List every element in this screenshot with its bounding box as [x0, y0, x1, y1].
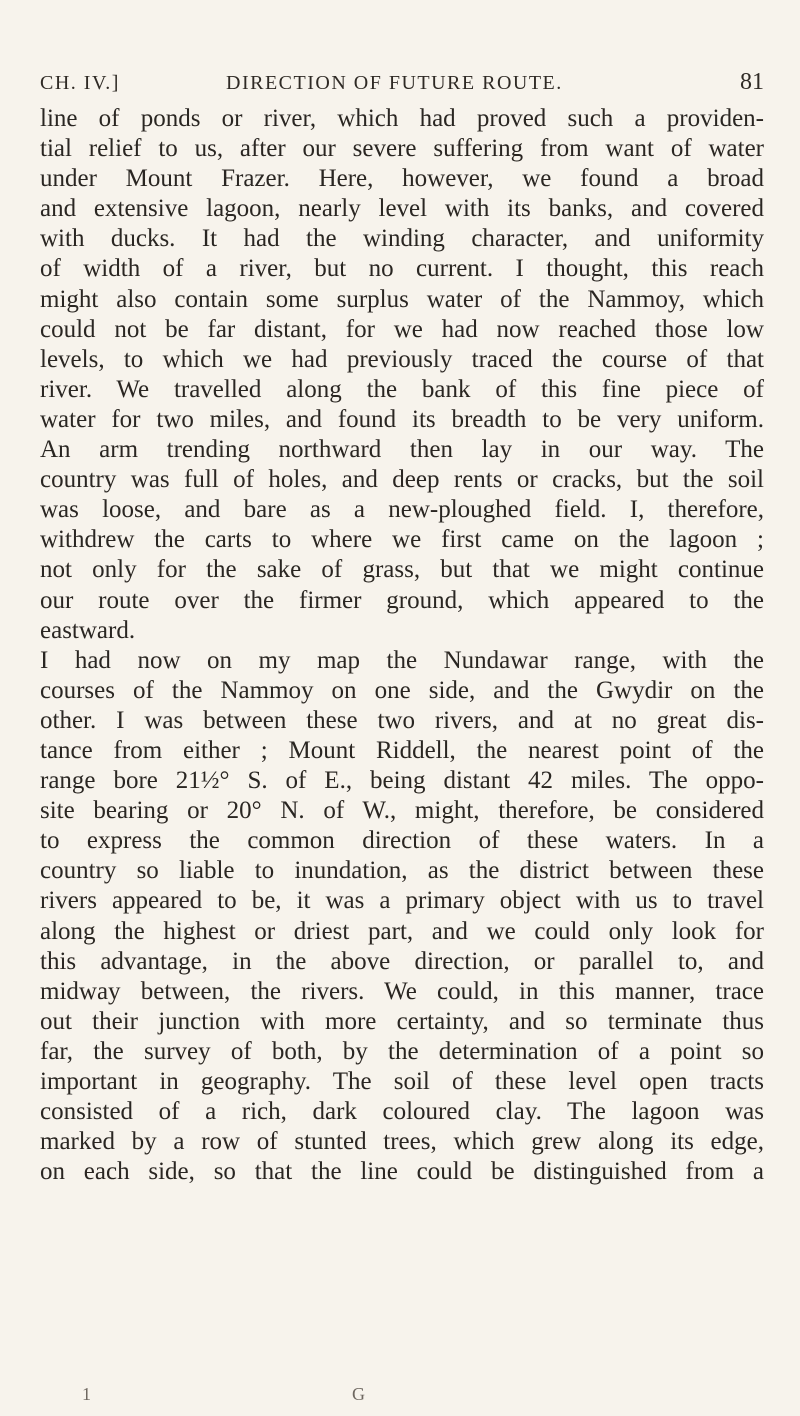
- text-line: courses of the Nammoy on one side, and the Gwydir on the: [40, 676, 764, 704]
- text-line: along the highest or driest part, and we could only look for: [40, 917, 764, 945]
- text-line: under Mount Frazer. Here, however, we found a broad: [40, 165, 764, 193]
- text-line: consisted of a rich, dark coloured clay. The lagoon was: [40, 1098, 764, 1126]
- signature-letter: G: [352, 1384, 365, 1404]
- text-line: line of ponds or river, which had proved such a providen-: [40, 105, 764, 132]
- signature-mark: 1: [82, 1384, 91, 1404]
- page-number: 81: [740, 69, 764, 95]
- text-line: site bearing or 20° N. of W., might, therefore, be considered: [40, 797, 764, 825]
- text-line: out their junction with more certainty, and so terminate thus: [40, 1007, 764, 1035]
- text-line: range bore 21½° S. of E., being distant 42 miles. The oppo-: [40, 767, 764, 795]
- text-line: important in geography. The soil of these level open tracts: [40, 1068, 764, 1095]
- text-line: might also contain some surplus water of the Nammoy, which: [40, 285, 764, 313]
- text-line: water for two miles, and found its breadth to be very uniform.: [40, 405, 764, 433]
- text-line: with ducks. It had the winding character, and uniformity: [40, 225, 764, 253]
- text-line: could not be far distant, for we had now reached those low: [40, 315, 764, 343]
- text-line: and extensive lagoon, nearly level with its banks, and covered: [40, 195, 764, 223]
- text-line: midway between, the rivers. We could, in this manner, trace: [40, 977, 764, 1005]
- text-line: country so liable to inundation, as the district between these: [40, 857, 764, 885]
- text-line: tial relief to us, after our severe suffering from want of water: [40, 135, 764, 163]
- text-line: levels, to which we had previously traced the course of that: [40, 345, 764, 373]
- text-line: was loose, and bare as a new-ploughed field. I, therefore,: [40, 496, 764, 524]
- body-text: [40, 104, 764, 1187]
- text-line: not only for the sake of grass, but that we might continue: [40, 556, 764, 584]
- running-title: DIRECTION OF FUTURE ROUTE.: [226, 72, 563, 94]
- text-line: of width of a river, but no current. I thought, this reach: [40, 255, 764, 283]
- paragraph-end-line: eastward.: [40, 616, 136, 644]
- chapter-label: CH. IV.]: [40, 72, 120, 94]
- text-line: An arm trending northward then lay in our way. The: [40, 436, 764, 464]
- text-line: rivers appeared to be, it was a primary object with us to travel: [40, 887, 764, 915]
- text-line: tance from either ; Mount Riddell, the nearest point of the: [40, 736, 764, 764]
- text-line: our route over the firmer ground, which appeared to the: [40, 586, 764, 614]
- text-line: on each side, so that the line could be distinguished from a: [40, 1158, 764, 1186]
- text-line: withdrew the carts to where we first came on the lagoon ;: [40, 526, 764, 554]
- running-head: [40, 69, 764, 102]
- text-line: far, the survey of both, by the determination of a point so: [40, 1037, 764, 1065]
- text-line: to express the common direction of these waters. In a: [40, 827, 764, 855]
- text-line: this advantage, in the above direction, or parallel to, and: [40, 947, 764, 975]
- text-line: other. I was between these two rivers, and at no great dis-: [40, 706, 764, 734]
- text-line: river. We travelled along the bank of this fine piece of: [40, 375, 764, 403]
- text-line: country was full of holes, and deep rents or cracks, but the soil: [40, 466, 764, 494]
- paragraph-start-line: I had now on my map the Nundawar range, with the: [40, 646, 764, 674]
- text-line: marked by a row of stunted trees, which grew along its edge,: [40, 1128, 764, 1156]
